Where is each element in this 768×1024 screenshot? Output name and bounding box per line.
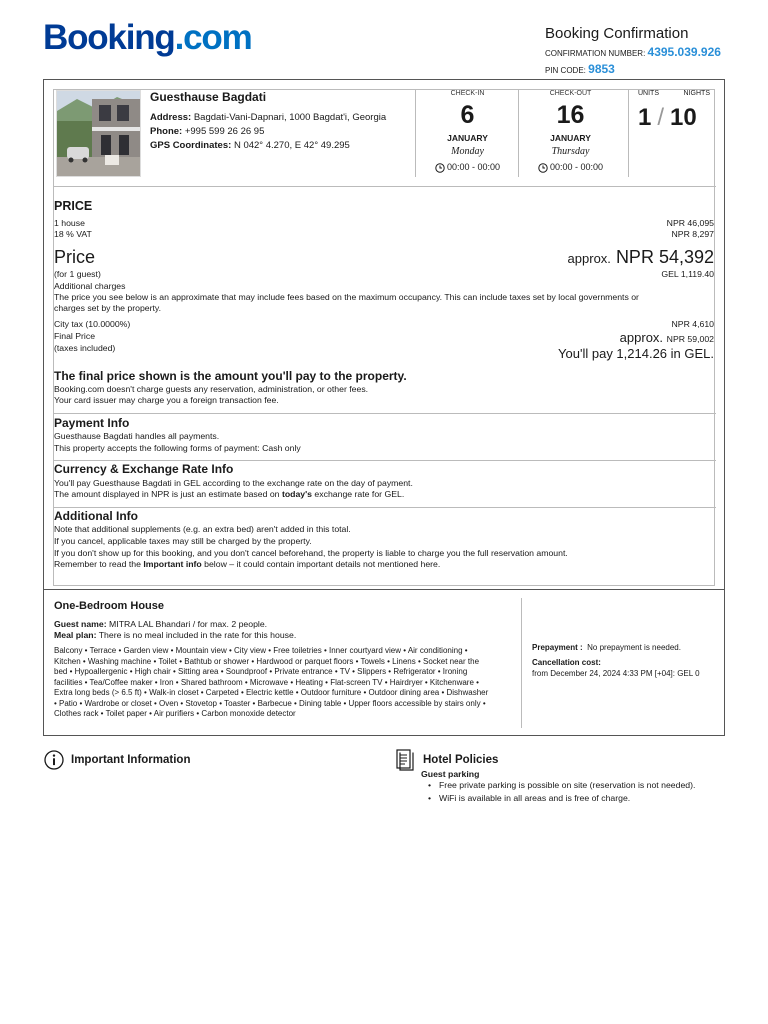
nights-value: 10 (670, 103, 697, 131)
facilities-line: Extra long beds (> 6.5 ft) • Walk-in closet • Carpeted • Electric kettle • Outdoor furniture • Outdoor dining area • Dishwasher (54, 688, 489, 698)
important-information-title: Important Information (71, 754, 191, 766)
check-in-time-value: 00:00 - 00:00 (446, 161, 501, 172)
approx-price (568, 246, 714, 269)
city-tax-value: NPR 4,610 (671, 319, 714, 329)
address-value: Bagdati-Vani-Dapnari, 1000 Bagdat'i, Georgia (193, 112, 387, 123)
currency-line-2-part-c: exchange rate for GEL. (312, 489, 405, 499)
phone-value[interactable]: +995 599 26 26 95 (184, 125, 265, 137)
confirmation-block (545, 26, 755, 77)
units-value: 1 (638, 103, 652, 131)
hotel-policies-title: Hotel Policies (423, 754, 499, 766)
divider (628, 90, 629, 177)
facilities-line: bed • Hypoallergenic • High chair • Sitting area • Soundproof • Private entrance • TV • Slippers • Refrigerator • Ironing (54, 667, 468, 677)
currency-info-line-1: You'll pay Guesthause Bagdati in GEL according to the exchange rate on the day of payment. (54, 478, 413, 488)
info-circle-icon (44, 750, 64, 770)
prepayment-value: No prepayment is needed. (587, 643, 681, 652)
hotel-info (150, 90, 410, 154)
guest-name-label: Guest name: (54, 619, 107, 629)
final-approx-value: NPR 59,002 (666, 334, 714, 344)
check-out-time (519, 162, 622, 173)
payment-info-title: Payment Info (54, 416, 130, 430)
check-out-column (519, 90, 622, 173)
additional-info-line-3: If you don't show up for this booking, and you don't cancel beforehand, the property is liable to charge you the full reservation amount. (54, 548, 568, 558)
check-out-time-value: 00:00 - 00:00 (549, 161, 604, 172)
booking-logo (43, 20, 251, 55)
confirmation-title: Booking Confirmation (545, 25, 689, 42)
payment-info-line-2: This property accepts the following forms of payment: Cash only (54, 443, 301, 453)
important-info-link[interactable]: Important info (143, 559, 202, 569)
units-nights-column (634, 90, 714, 133)
check-out-day: 16 (556, 100, 585, 129)
phone-label: Phone: (150, 125, 183, 137)
facilities-line: Balcony • Terrace • Garden view • Mountain view • City view • Free toiletries • Inner courtyard view • Air conditioning • (54, 646, 468, 655)
divider (54, 413, 716, 414)
guests-note: (for 1 guest) (54, 269, 101, 279)
divider (521, 598, 522, 728)
meal-plan (54, 630, 296, 641)
vat-line-value: NPR 8,297 (671, 229, 714, 239)
card-issuer-note: Your card issuer may charge you a foreign transaction fee. (54, 395, 279, 405)
divider (54, 460, 716, 461)
logo-part-booking: Booking (43, 18, 175, 57)
room-details-box (43, 589, 725, 736)
hotel-gps (150, 140, 410, 152)
price-section-title: PRICE (54, 199, 93, 213)
additional-line-4-part-c: below – it could contain important details not mentioned here. (201, 559, 441, 569)
check-in-time (416, 162, 519, 173)
nights-label: NIGHTS (683, 90, 710, 97)
city-tax-label: City tax (10.0000%) (54, 319, 131, 329)
facilities-line: Clothes rack • Toilet paper • Air purifiers • Carbon monoxide detector (54, 709, 296, 719)
clock-icon (435, 163, 445, 173)
final-price-heading: The final price shown is the amount you'll pay to the property. (54, 369, 407, 383)
check-out-weekday: Thursday (551, 146, 590, 158)
currency-line-2-part-a: The amount displayed in NPR is just an estimate based on (54, 489, 282, 499)
approx-price-value: NPR 54,392 (615, 247, 714, 267)
additional-charges-label: Additional charges (54, 281, 126, 291)
confirmation-number-label: CONFIRMATION NUMBER: (545, 48, 646, 58)
pin-code-row (545, 62, 755, 77)
payment-info-line-1: Guesthause Bagdati handles all payments. (54, 431, 220, 441)
divider (54, 186, 716, 187)
prepayment (532, 643, 681, 653)
reservation-inner-box (53, 89, 715, 586)
facilities-line: facilities • Tea/Coffee maker • Iron • Shared bathroom • Microwave • Heating • Flat-screen TV • Hairdryer • Kitchenware • (54, 677, 479, 687)
final-price-label: Final Price (54, 331, 96, 341)
cancellation-value: from December 24, 2024 4:33 PM [+04]: GEL 0 (532, 669, 700, 678)
pin-code-label: PIN CODE: (545, 65, 586, 75)
additional-line-4-part-a: Remember to read the (54, 559, 144, 569)
divider (54, 507, 716, 508)
gps-label: GPS Coordinates: (150, 139, 232, 151)
units-label: UNITS (638, 90, 659, 97)
hotel-name: Guesthause Bagdati (150, 90, 267, 104)
check-in-weekday: Monday (451, 146, 484, 158)
additional-info-line-4 (54, 559, 440, 570)
price-label: Price (54, 247, 96, 267)
address-label: Address: (150, 112, 192, 123)
hotel-phone (150, 126, 410, 138)
final-approx-price (620, 330, 714, 346)
check-in-month: JANUARY (447, 132, 488, 143)
guest-name-value: MITRA LAL Bhandari / for max. 2 people. (106, 619, 268, 629)
guest-name (54, 619, 267, 630)
units-nights-slash: / (657, 103, 665, 131)
room-facilities (54, 646, 516, 720)
pin-code: 9853 (588, 61, 615, 76)
confirmation-number-row (545, 45, 755, 60)
facilities-line: • Patio • Wardrobe or closet • Oven • Stovetop • Toaster • Barbecue • Dining table • Upper floors accessible by stairs only • (54, 698, 486, 708)
check-in-column (416, 90, 519, 173)
guest-parking-subtitle: Guest parking (421, 769, 480, 779)
list-item: • WiFi is available in all areas and is free of charge. (428, 793, 695, 804)
gps-value: N 042° 4.270, E 42° 49.295 (233, 139, 350, 151)
facilities-line: Kitchen • Washing machine • Toilet • Bathtub or shower • Hardwood or parquet floors • Towels • Linens • Socket near the (54, 656, 480, 666)
check-in-day: 6 (460, 100, 475, 129)
you-pay-gel: You'll pay 1,214.26 in GEL. (558, 346, 714, 361)
list-item: • Free private parking is possible on site (reservation is not needed). (428, 780, 695, 791)
taxes-included-note: (taxes included) (54, 343, 116, 353)
hotel-photo[interactable] (56, 90, 141, 177)
currency-line-2-today: today's (281, 489, 313, 499)
approx-prefix: approx. (567, 251, 611, 266)
clock-icon (538, 163, 548, 173)
logo-part-com: .com (174, 18, 252, 57)
document-icon (396, 749, 414, 771)
house-line-label: 1 house (54, 218, 85, 228)
currency-info-title: Currency & Exchange Rate Info (54, 462, 234, 476)
meal-plan-label: Meal plan: (54, 630, 97, 640)
policies-list (428, 780, 695, 807)
meal-plan-value: There is no meal included in the rate for this house. (96, 630, 297, 640)
price-disclaimer-line-2: charges set by the property. (54, 303, 162, 313)
confirmation-number: 4395.039.926 (647, 44, 721, 59)
no-fees-note: Booking.com doesn't charge guests any reservation, administration, or other fees. (54, 384, 369, 394)
cancellation-label: Cancellation cost: (532, 658, 601, 667)
final-approx-prefix: approx. (619, 330, 664, 345)
vat-line-label: 18 % VAT (54, 229, 92, 239)
check-in-label: CHECK-IN (450, 90, 485, 97)
check-out-label: CHECK-OUT (549, 90, 592, 97)
additional-info-title: Additional Info (54, 509, 138, 523)
check-out-month: JANUARY (550, 132, 591, 143)
price-disclaimer-line-1: The price you see below is an approximate that may include fees based on the maximum occupancy. This can include taxes set by local governments or (54, 292, 639, 302)
prepayment-label: Prepayment : (532, 643, 583, 652)
additional-info-line-1: Note that additional supplements (e.g. an extra bed) aren't added in this total. (54, 524, 351, 534)
currency-info-line-2 (54, 489, 404, 500)
house-line-value: NPR 46,095 (666, 218, 714, 228)
hotel-address (150, 112, 410, 124)
room-title: One-Bedroom House (54, 600, 165, 612)
gel-value: GEL 1,119.40 (661, 269, 714, 279)
additional-info-line-2: If you cancel, applicable taxes may still be charged by the property. (54, 536, 312, 546)
